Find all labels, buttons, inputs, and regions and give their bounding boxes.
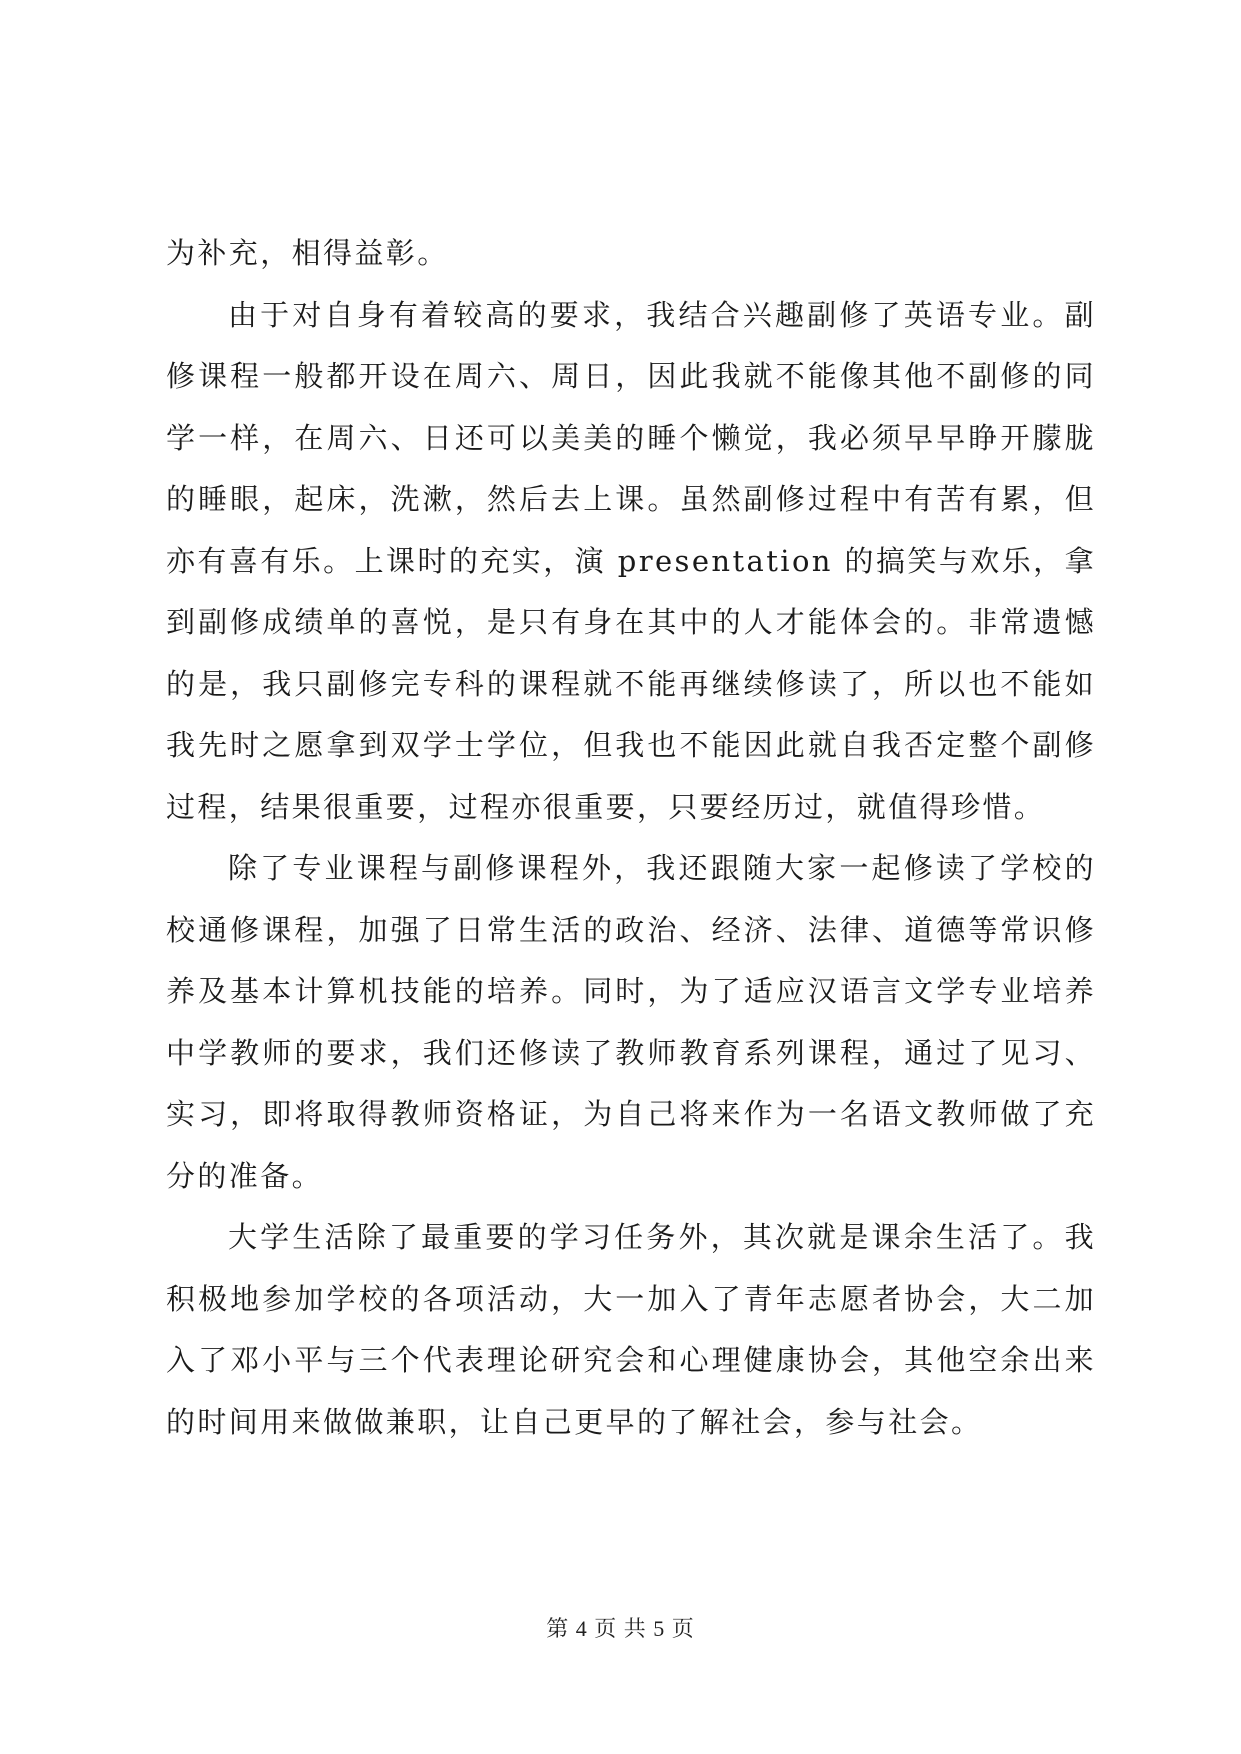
paragraph-continuation: 为补充，相得益彰。 [166, 236, 449, 270]
page-number-footer: 第 4 页 共 5 页 [546, 1616, 695, 1641]
paragraph-extracurricular: 大学生活除了最重要的学习任务外，其次就是课余生活了。我积极地参加学校的各项活动，大一加入了青年志愿者协会，大二加入了邓小平与三个代表理论研究会和心理健康协会，其他空余出来的时间用来做做兼职，让自己更早的了解社会，参与社会。 [166, 1220, 1096, 1439]
document-body [166, 223, 1096, 1453]
paragraph-minor-study: 由于对自身有着较高的要求，我结合兴趣副修了英语专业。副修课程一般都开设在周六、周日，因此我就不能像其他不副修的同学一样，在周六、日还可以美美的睡个懒觉，我必须早早睁开朦胧的睡眼，起床，洗漱，然后去上课。虽然副修过程中有苦有累，但亦有喜有乐。上课时的充实，演 presentation 的搞笑与欢乐，拿到副修成绩单的喜悦，是只有身在其中的人才能体会的。非常遗憾的是，我只副修完专科的课程就不能再继续修读了，所以也不能如我先时之愿拿到双学士学位，但我也不能因此就自我否定整个副修过程，结果很重要，过程亦很重要，只要经历过，就值得珍惜。 [166, 297, 1096, 824]
paragraph-general-courses: 除了专业课程与副修课程外，我还跟随大家一起修读了学校的校通修课程，加强了日常生活的政治、经济、法律、道德等常识修养及基本计算机技能的培养。同时，为了适应汉语言文学专业培养中学教师的要求，我们还修读了教师教育系列课程，通过了见习、实习，即将取得教师资格证，为自己将来作为一名语文教师做了充分的准备。 [166, 851, 1096, 1193]
